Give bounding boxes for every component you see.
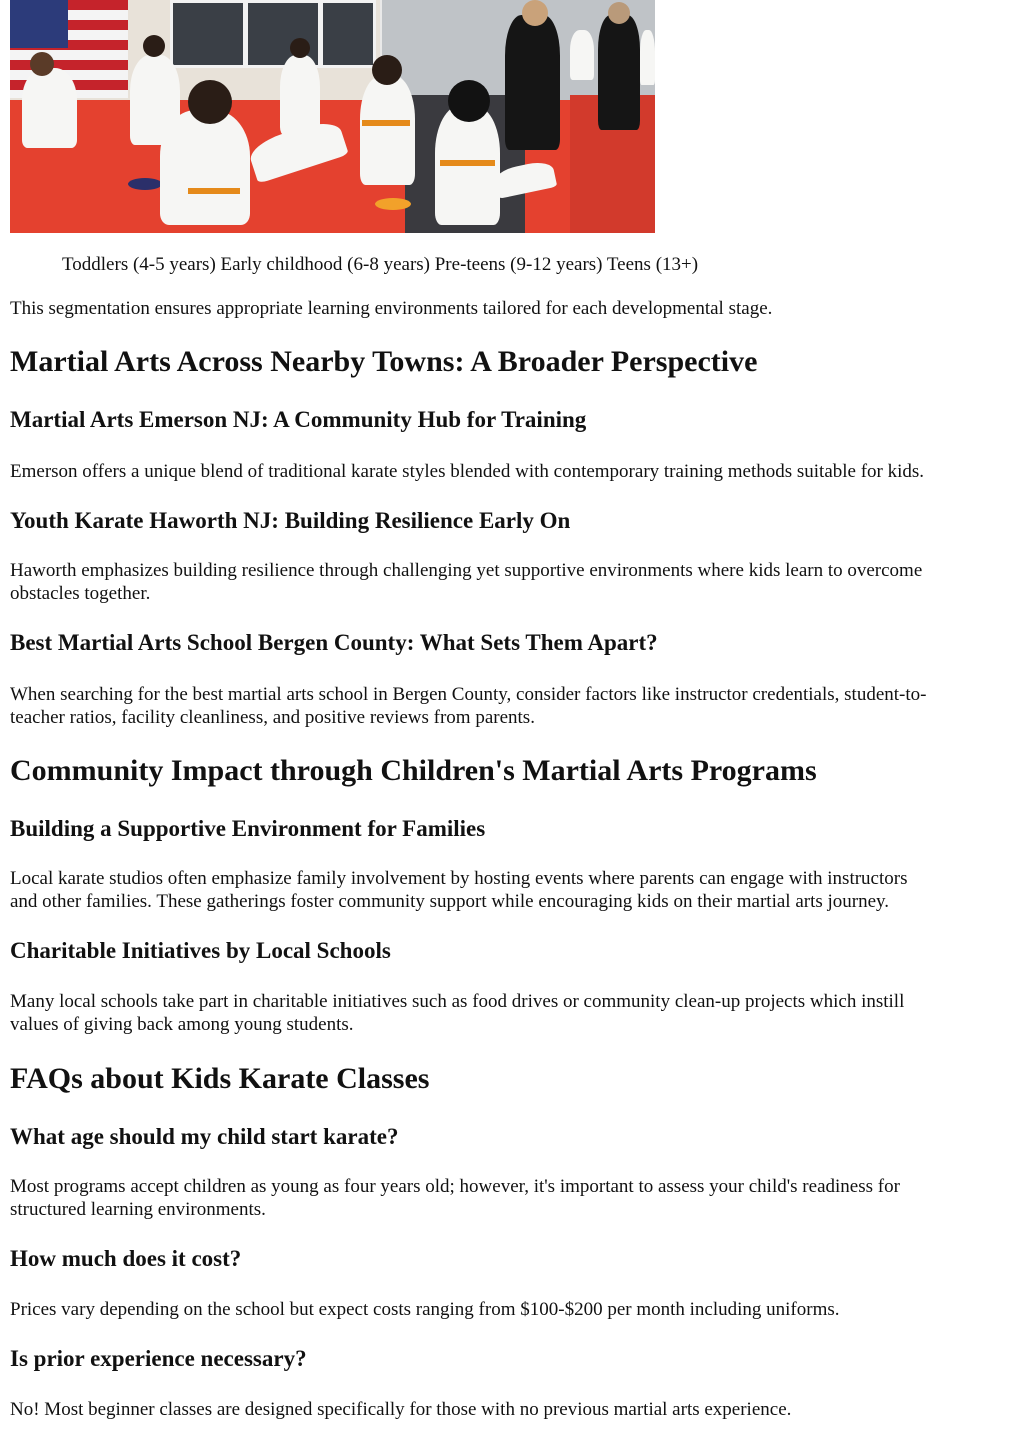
instructor-figure: [505, 15, 560, 150]
orange-belt: [362, 120, 410, 126]
segmentation-paragraph: This segmentation ensures appropriate learning environments tailored for each developmental stage.: [10, 298, 773, 319]
section-title-towns: Martial Arts Across Nearby Towns: A Broader Perspective: [10, 345, 758, 378]
paragraph-charity-line-1: Many local schools take part in charitable initiatives such as food drives or community clean-up projects which instill: [10, 991, 905, 1012]
section-title-community: Community Impact through Children's Martial Arts Programs: [10, 754, 817, 787]
paragraph-families-line-1: Local karate studios often emphasize family involvement by hosting events where parents can engage with instructors: [10, 868, 908, 889]
paragraph-families-line-2: and other families. These gatherings foster community support while encouraging kids on their martial arts journey.: [10, 891, 890, 912]
paragraph-charity-line-2: values of giving back among young students.: [10, 1014, 354, 1035]
subheading-bergen: Best Martial Arts School Bergen County: What Sets Them Apart?: [10, 630, 658, 655]
karate-class-photo: [10, 0, 655, 233]
student-head: [30, 52, 54, 76]
faq-answer-age-line-1: Most programs accept children as young as four years old; however, it's important to assess your child's readiness for: [10, 1176, 900, 1197]
subheading-charity: Charitable Initiatives by Local Schools: [10, 938, 391, 963]
faq-question-experience: Is prior experience necessary?: [10, 1346, 307, 1371]
photo-window: [320, 0, 376, 68]
paragraph-bergen-line-2: teacher ratios, facility cleanliness, and positive reviews from parents.: [10, 707, 535, 728]
subheading-families: Building a Supportive Environment for Families: [10, 816, 486, 841]
floor-spot: [128, 178, 162, 190]
section-title-faqs: FAQs about Kids Karate Classes: [10, 1062, 430, 1095]
student-head: [290, 38, 310, 58]
student-head: [372, 55, 402, 85]
faq-answer-experience: No! Most beginner classes are designed specifically for those with no previous martial arts experience.: [10, 1399, 792, 1420]
student-figure: [640, 30, 655, 85]
student-figure: [280, 55, 320, 135]
instructor-figure: [598, 15, 640, 130]
paragraph-bergen-line-1: When searching for the best martial arts school in Bergen County, consider factors like instructor credentials, student-to-: [10, 684, 927, 705]
student-head: [143, 35, 165, 57]
paragraph-haworth-line-2: obstacles together.: [10, 583, 151, 604]
faq-question-age: What age should my child start karate?: [10, 1124, 399, 1149]
student-figure: [22, 68, 77, 148]
faq-question-cost: How much does it cost?: [10, 1246, 242, 1271]
student-figure: [160, 110, 250, 225]
student-head: [448, 80, 490, 122]
instructor-head: [608, 2, 630, 24]
student-figure: [570, 30, 594, 80]
orange-belt: [188, 188, 240, 194]
orange-belt: [440, 160, 495, 166]
age-groups-list: Toddlers (4-5 years) Early childhood (6-8 years) Pre-teens (9-12 years) Teens (13+): [62, 254, 699, 275]
student-figure: [360, 75, 415, 185]
subheading-haworth: Youth Karate Haworth NJ: Building Resilience Early On: [10, 508, 571, 533]
instructor-head: [522, 0, 548, 26]
floor-spot: [375, 198, 411, 210]
paragraph-haworth-line-1: Haworth emphasizes building resilience through challenging yet supportive environments where kids learn to overcome: [10, 560, 923, 581]
photo-window: [170, 0, 246, 68]
faq-answer-cost: Prices vary depending on the school but expect costs ranging from $100-$200 per month including uniforms.: [10, 1299, 840, 1320]
faq-answer-age-line-2: structured learning environments.: [10, 1199, 266, 1220]
paragraph-emerson: Emerson offers a unique blend of traditional karate styles blended with contemporary training methods suitable for kids.: [10, 461, 925, 482]
student-head: [188, 80, 232, 124]
subheading-emerson: Martial Arts Emerson NJ: A Community Hub for Training: [10, 407, 587, 432]
